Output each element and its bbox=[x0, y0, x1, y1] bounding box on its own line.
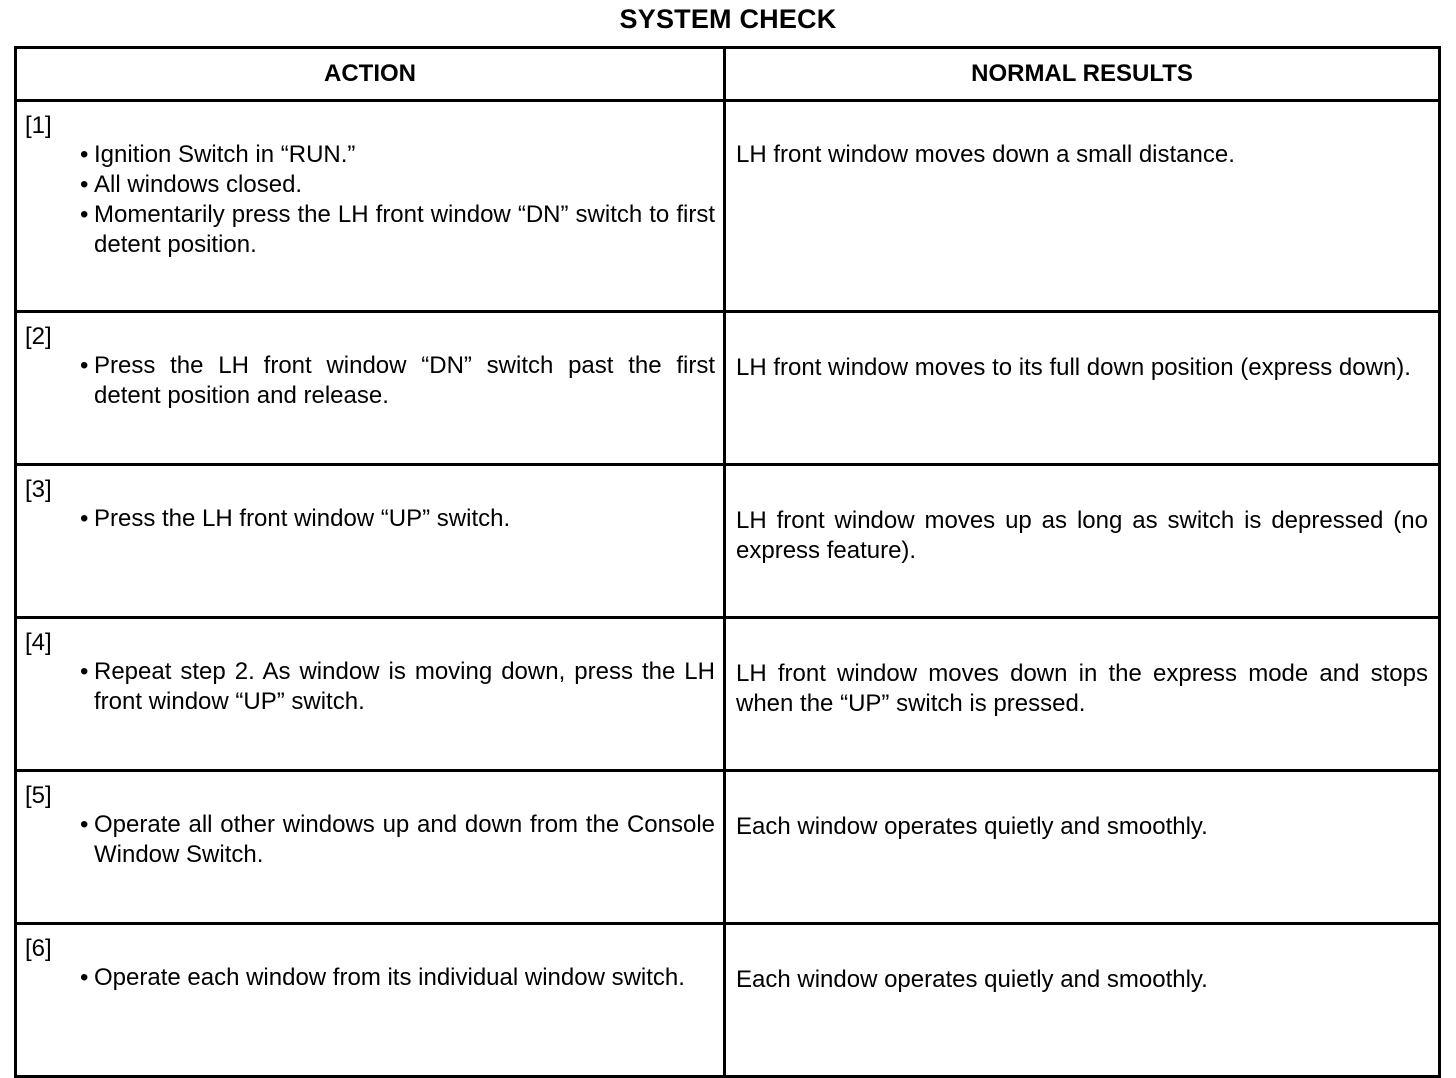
action-list bbox=[25, 963, 715, 993]
action-item: • Operate all other windows up and down from the Console Window Switch. bbox=[80, 810, 715, 870]
action-list bbox=[25, 351, 715, 411]
result-cell: Each window operates quietly and smoothly. bbox=[725, 771, 1440, 924]
table-row bbox=[16, 465, 1440, 618]
action-item: • Press the LH front window “UP” switch. bbox=[80, 504, 715, 534]
action-list bbox=[25, 140, 715, 260]
table-row bbox=[16, 771, 1440, 924]
result-cell: LH front window moves up as long as switch is depressed (no express feature). bbox=[725, 465, 1440, 618]
header-row bbox=[16, 48, 1440, 101]
normal-results-column-header: NORMAL RESULTS bbox=[725, 48, 1440, 101]
action-cell bbox=[16, 101, 725, 312]
result-cell: LH front window moves down in the express mode and stops when the “UP” switch is pressed. bbox=[725, 618, 1440, 771]
system-check-table bbox=[14, 46, 1441, 1078]
step-number: [2] bbox=[25, 323, 52, 350]
step-number: [5] bbox=[25, 782, 52, 809]
result-cell: LH front window moves to its full down position (express down). bbox=[725, 312, 1440, 465]
table-row bbox=[16, 101, 1440, 312]
table-row bbox=[16, 924, 1440, 1077]
result-cell: LH front window moves down a small distance. bbox=[725, 101, 1440, 312]
action-cell bbox=[16, 924, 725, 1077]
step-number: [6] bbox=[25, 935, 52, 962]
action-item: • Operate each window from its individual window switch. bbox=[80, 963, 715, 993]
result-cell: Each window operates quietly and smoothly. bbox=[725, 924, 1440, 1077]
action-cell bbox=[16, 465, 725, 618]
action-item: • Press the LH front window “DN” switch past the first detent position and release. bbox=[80, 351, 715, 411]
action-item: • Momentarily press the LH front window “DN” switch to first detent position. bbox=[80, 200, 715, 260]
action-list bbox=[25, 657, 715, 717]
action-cell bbox=[16, 312, 725, 465]
action-cell bbox=[16, 771, 725, 924]
action-list bbox=[25, 810, 715, 870]
table-row bbox=[16, 312, 1440, 465]
action-list bbox=[25, 504, 715, 534]
action-column-header: ACTION bbox=[16, 48, 725, 101]
action-item: • All windows closed. bbox=[80, 170, 715, 200]
action-item: • Ignition Switch in “RUN.” bbox=[80, 140, 715, 170]
action-cell bbox=[16, 618, 725, 771]
step-number: [1] bbox=[25, 112, 52, 139]
action-item: • Repeat step 2. As window is moving down, press the LH front window “UP” switch. bbox=[80, 657, 715, 717]
step-number: [4] bbox=[25, 629, 52, 656]
table-row bbox=[16, 618, 1440, 771]
page-title: SYSTEM CHECK bbox=[619, 4, 837, 34]
step-number: [3] bbox=[25, 476, 52, 503]
